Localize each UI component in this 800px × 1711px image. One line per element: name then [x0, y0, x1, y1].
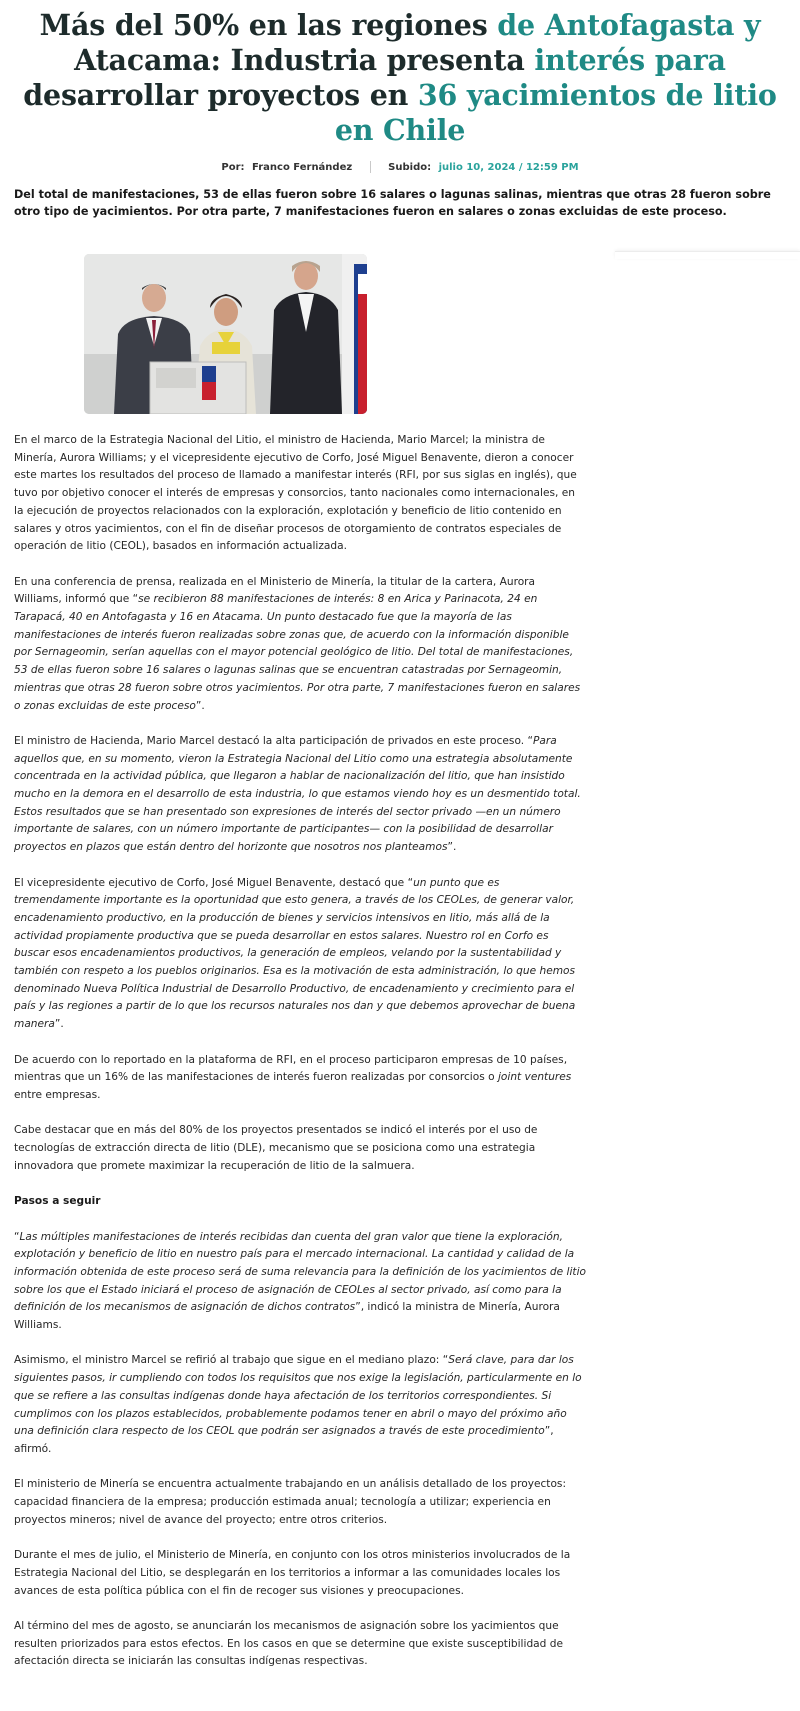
- article-body: [14, 432, 586, 1689]
- paragraph: Al término del mes de agosto, se anunciarán los mecanismos de asignación sobre los yacimientos que resulten priorizados para estos efectos. En los casos en que se determine que existe susceptibilidad de afectación directa se iniciarán las consultas indígenas respectivas.: [14, 1619, 563, 1668]
- paragraph-text: De acuerdo con lo reportado en la plataforma de RFI, en el proceso participaron empresas de 10 países, mientras que un 16% de las manifestaciones de interés fueron realizadas por consorcios o: [14, 1053, 568, 1084]
- paragraph-text: ”.: [195, 699, 205, 712]
- paragraph-text: ”, afirmó.: [14, 1425, 554, 1455]
- paragraph-text: entre empresas.: [14, 1088, 101, 1101]
- quote-text: se recibieron 88 manifestaciones de interés: 8 en Arica y Parinacota, 24 en Tarapacá, 40 en Antofagasta y 16 en Atacama. Un punto destacado fue que la mayoría de las manifestaciones de interés fueron realizadas sobre zonas que, de acuerdo con la información disponible por Sernageomin, serían aquellas con el mayor potencial geológico de litio. Del total de manifestaciones, 53 de ellas fueron sobre 16 salares o lagunas salinas que se encuentran catastradas por Sernageomin, mientras que otras 28 fueron sobre otros yacimientos. Por otra parte, 7 manifestaciones fueron en salares o zonas excluidas de este proceso: [14, 593, 581, 712]
- paragraph-text: ”, indicó la ministra de Minería, Aurora Williams.: [14, 1301, 560, 1332]
- paragraph: [14, 1052, 586, 1105]
- author-link[interactable]: Franco Fernández: [252, 162, 353, 173]
- paragraph-text: ”.: [54, 1018, 64, 1031]
- article-title: [14, 8, 786, 148]
- paragraph: [14, 1229, 586, 1335]
- quote-text: un punto que es tremendamente importante es la oportunidad que esto genera, a través de los CEOLes, de generar valor, encadenamiento productivo, en la producción de bienes y servicios intensivos en litio, más allá de la actividad propiamente productiva que se pueda desarrollar en estos salares. Nuestro rol en Corfo es buscar esos encadenamientos productivos, la generación de empleos, velando por la sustentabilidad y también con respeto a los pueblos originarios. Esa es la motivación de esta administración, lo que hemos denominado Nueva Política Industrial de Desarrollo Productivo, de encadenamiento y crecimiento para el país y las regiones a partir de lo que los recursos naturales nos dan y que debemos aprovechar de buena manera: [14, 876, 576, 1031]
- section-heading: Pasos a seguir: [14, 1195, 101, 1208]
- paragraph: Cabe destacar que en más del 80% de los proyectos presentados se indicó el interés por el uso de tecnologías de extracción directa de litio (DLE), mecanismo que se posiciona como una estrategia innovadora que promete maximizar la recuperación de litio de la salmuera.: [14, 1124, 538, 1172]
- byline-divider: [370, 161, 371, 173]
- paragraph: [14, 1352, 586, 1458]
- byline: [0, 161, 800, 173]
- paragraph-text: En una conferencia de prensa, realizada en el Ministerio de Minería, la titular de la cartera, Aurora Williams, informó que “: [14, 575, 536, 606]
- article-lead: Del total de manifestaciones, 53 de ellas fueron sobre 16 salares o lagunas salinas, mientras que otras 28 fueron sobre otro tipo de yacimientos. Por otra parte, 7 manifestaciones fueron en salares o zonas excluidas de este proceso.: [14, 188, 771, 218]
- title-part-accent: en Chile: [334, 113, 466, 147]
- press-conference-image: [84, 254, 367, 414]
- sidebar-divider: [615, 251, 800, 259]
- title-part: desarrollar proyectos en: [23, 78, 409, 112]
- title-part-accent: interés para: [534, 43, 726, 77]
- title-part-accent: de Antofagasta y: [497, 8, 761, 42]
- publish-date: julio 10, 2024 / 12:59 PM: [438, 162, 579, 173]
- quote-text: Para aquellos que, en su momento, vieron la Estrategia Nacional del Litio como una estrategia absolutamente concentrada en la actividad pública, que llegaron a hablar de nacionalización del litio, que han insistido mucho en la demora en el desarrollo de esta industria, lo que estamos viendo hoy es un desmentido total. Estos resultados que se han presentado son expresiones de interés del sector privado —en un número importante de salares, con un número importante de participantes— con la posibilidad de desarrollar proyectos en plazos que están dentro del horizonte que nosotros nos planteamos: [14, 734, 581, 854]
- paragraph: [14, 875, 586, 1034]
- paragraph: En el marco de la Estrategia Nacional del Litio, el ministro de Hacienda, Mario Marcel; la ministra de Minería, Aurora Williams; y el vicepresidente ejecutivo de Corfo, José Miguel Benavente, dieron a conocer este martes los resultados del proceso de llamado a manifestar interés (RFI, por sus siglas en inglés), que tuvo por objetivo conocer el interés de empresas y consorcios, tanto nacionales como internacionales, en la ejecución de proyectos relacionados con la exploración, explotación y beneficio de litio contenido en salares y otros yacimientos, con el fin de diseñar procesos de otorgamiento de contratos especiales de operación de litio (CEOL), basados en información actualizada.: [14, 434, 577, 553]
- byline-label: Por:: [221, 162, 245, 173]
- article-photo: [84, 254, 367, 414]
- emphasis-text: joint ventures: [497, 1071, 572, 1084]
- paragraph-text: Asimismo, el ministro Marcel se refirió al trabajo que sigue en el mediano plazo: “: [14, 1354, 449, 1367]
- paragraph-text: ”.: [447, 841, 457, 854]
- paragraph-text: El ministro de Hacienda, Mario Marcel destacó la alta participación de privados en este proceso. “: [14, 734, 533, 747]
- paragraph: El ministerio de Minería se encuentra actualmente trabajando en un análisis detallado de los proyectos: capacidad financiera de la empresa; producción estimada anual; tecnología a utilizar; experiencia en proyectos mineros; nivel de avance del proyecto; entre otros criterios.: [14, 1478, 567, 1526]
- title-part: Más del 50% en las regiones: [39, 8, 488, 42]
- paragraph-text: “: [14, 1230, 20, 1243]
- quote-text: Será clave, para dar los siguientes pasos, ir cumpliendo con todos los requisitos que nos exige la legislación, particularmente en lo que se refiere a las consultas indígenas donde haya afectación de los territorios correspondientes. Si cumplimos con los plazos establecidos, probablemente podamos tener en abril o mayo del próximo año una definición clara respecto de los CEOL que podrán ser asignados a través de este procedimiento: [14, 1354, 582, 1438]
- uploaded-label: Subido:: [388, 162, 432, 173]
- paragraph-text: El vicepresidente ejecutivo de Corfo, José Miguel Benavente, destacó que “: [14, 876, 414, 889]
- title-part-accent: 36 yacimientos de litio: [417, 78, 777, 112]
- paragraph: Durante el mes de julio, el Ministerio de Minería, en conjunto con los otros ministerios involucrados de la Estrategia Nacional del Litio, se desplegarán en los territorios a informar a las comunidades locales los avances de esta política pública con el fin de recoger sus visiones y preocupaciones.: [14, 1549, 571, 1597]
- quote-text: Las múltiples manifestaciones de interés recibidas dan cuenta del gran valor que tiene la exploración, explotación y beneficio de litio en nuestro país para el mercado internacional. La cantidad y calidad de la información obtenida de este proceso será de suma relevancia para la definición de los yacimientos de litio sobre los que el Estado iniciará el proceso de asignación de CEOLes al sector privado, así como para la definición de los mecanismos de asignación de dichos contratos: [14, 1230, 587, 1314]
- title-part: Atacama: Industria presenta: [74, 43, 525, 77]
- paragraph: [14, 574, 586, 716]
- paragraph: [14, 733, 586, 857]
